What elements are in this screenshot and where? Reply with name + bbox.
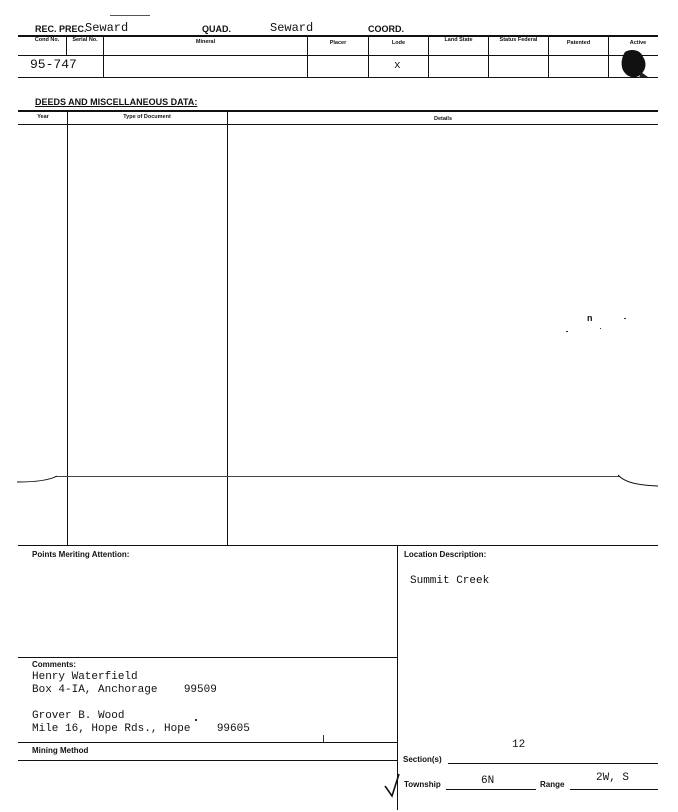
mining-method-label: Mining Method (32, 746, 89, 755)
check-mark (383, 772, 401, 798)
township-label: Township (404, 780, 441, 789)
col-type-of-document: Type of Document (123, 114, 171, 120)
section-value: 12 (512, 739, 526, 751)
col-land-state: Land State (444, 37, 473, 43)
col-serial-no: Serial No. (72, 37, 98, 43)
points-meriting-attention-label: Points Meriting Attention: (32, 550, 130, 559)
location-description-value: Summit Creek (410, 575, 490, 587)
col-status-federal: Status Federal (499, 37, 538, 43)
quad-label: QUAD. (202, 24, 231, 34)
col-mineral: Mineral (195, 39, 216, 45)
location-description-label: Location Description: (404, 550, 487, 559)
comment-line: Box 4-IA, Anchorage 99509 (32, 684, 217, 696)
col-patented: Patented (566, 40, 591, 46)
stray-mark-text: n (587, 313, 593, 323)
col-cond-no: Cond No. (34, 37, 60, 43)
stray-dot-mark (566, 331, 568, 332)
comment-line: Henry Waterfield (32, 671, 138, 683)
quad-value: Seward (270, 21, 314, 35)
cond-no-value: 95-747 (30, 57, 77, 72)
col-placer: Placer (329, 40, 347, 46)
ink-blot-mark (619, 48, 649, 80)
stray-dot-mark (195, 719, 197, 721)
range-label: Range (540, 780, 565, 789)
section-label: Section(s) (403, 755, 442, 764)
col-year: Year (37, 114, 49, 120)
fold-curl-right-mark (618, 472, 663, 488)
col-active: Active (629, 40, 647, 46)
township-value: 6N (481, 775, 495, 787)
comment-line: Mile 16, Hope Rds., Hope 99605 (32, 723, 250, 735)
stray-dot-mark (624, 318, 626, 319)
coord-label: COORD. (368, 24, 404, 34)
comment-line: Grover B. Wood (32, 710, 125, 722)
fold-curl-left-mark (15, 470, 75, 484)
rec-prec-value: Seward (85, 21, 129, 35)
col-lode: Lode (391, 40, 406, 46)
stray-dot-mark (600, 328, 601, 329)
rec-prec-label: REC. PREC. (35, 24, 87, 34)
col-details: Details (433, 116, 453, 122)
comments-label: Comments: (32, 660, 77, 669)
range-value: 2W, S (596, 772, 630, 784)
lode-value: x (394, 60, 401, 72)
deeds-title: DEEDS AND MISCELLANEOUS DATA: (35, 97, 198, 107)
